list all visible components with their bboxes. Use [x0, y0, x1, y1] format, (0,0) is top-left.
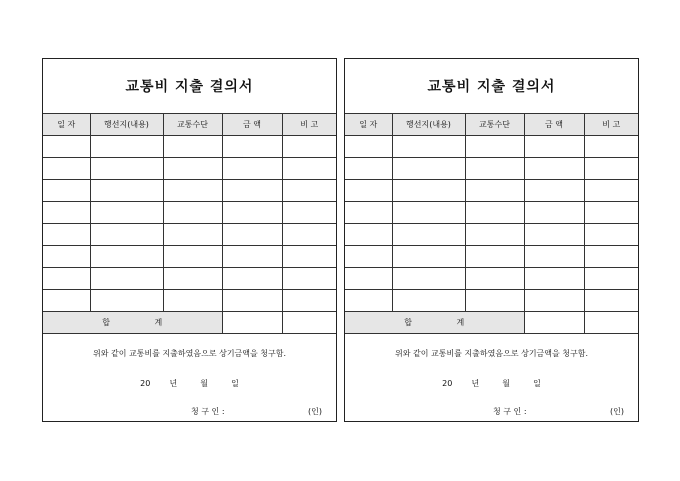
cell-amount[interactable]	[222, 224, 282, 246]
cell-transport[interactable]	[465, 202, 524, 224]
table-row	[345, 202, 638, 224]
total-label: 합 계	[43, 312, 222, 334]
table-row	[43, 180, 336, 202]
date-year-prefix: 20	[442, 379, 453, 388]
cell-remarks[interactable]	[282, 180, 336, 202]
header-transport: 교통수단	[163, 114, 222, 136]
table-row	[345, 224, 638, 246]
form-footer	[345, 339, 638, 421]
total-row	[43, 312, 336, 334]
cell-date[interactable]	[43, 268, 90, 290]
cell-date[interactable]	[43, 290, 90, 312]
cell-destination[interactable]	[90, 202, 163, 224]
date-year-label: 년	[169, 379, 178, 388]
cell-date[interactable]	[43, 158, 90, 180]
cell-remarks[interactable]	[584, 180, 638, 202]
cell-date[interactable]	[345, 180, 392, 202]
cell-remarks[interactable]	[584, 224, 638, 246]
header-amount: 금 액	[222, 114, 282, 136]
cell-transport[interactable]	[465, 136, 524, 158]
cell-date[interactable]	[345, 268, 392, 290]
cell-transport[interactable]	[465, 158, 524, 180]
cell-amount[interactable]	[222, 136, 282, 158]
cell-amount[interactable]	[222, 180, 282, 202]
date-line	[43, 378, 336, 389]
cell-transport[interactable]	[163, 136, 222, 158]
cell-amount[interactable]	[222, 246, 282, 268]
total-remarks[interactable]	[584, 312, 638, 334]
cell-transport[interactable]	[163, 246, 222, 268]
date-day-label: 일	[533, 379, 541, 388]
date-month-label: 월	[200, 379, 208, 388]
cell-remarks[interactable]	[584, 268, 638, 290]
table-row	[43, 136, 336, 158]
cell-transport[interactable]	[163, 224, 222, 246]
table-header-row	[345, 114, 638, 136]
cell-date[interactable]	[43, 180, 90, 202]
cell-remarks[interactable]	[584, 290, 638, 312]
table-row	[345, 136, 638, 158]
cell-destination[interactable]	[90, 158, 163, 180]
cell-date[interactable]	[345, 224, 392, 246]
cell-transport[interactable]	[465, 290, 524, 312]
cell-amount[interactable]	[524, 180, 584, 202]
cell-remarks[interactable]	[282, 158, 336, 180]
expense-table	[43, 113, 336, 334]
total-amount[interactable]	[524, 312, 584, 334]
cell-date[interactable]	[43, 202, 90, 224]
cell-transport[interactable]	[465, 246, 524, 268]
cell-transport[interactable]	[163, 180, 222, 202]
expense-form-left	[42, 58, 337, 422]
cell-amount[interactable]	[524, 202, 584, 224]
table-row	[345, 290, 638, 312]
cell-transport[interactable]	[465, 224, 524, 246]
date-line	[345, 378, 638, 389]
header-date: 일 자	[43, 114, 90, 136]
cell-date[interactable]	[345, 202, 392, 224]
cell-destination[interactable]	[392, 246, 465, 268]
cell-amount[interactable]	[222, 158, 282, 180]
expense-table	[345, 113, 638, 334]
cell-transport[interactable]	[465, 180, 524, 202]
cell-transport[interactable]	[163, 290, 222, 312]
seal-mark: (인)	[610, 407, 624, 416]
cell-destination[interactable]	[392, 158, 465, 180]
cell-remarks[interactable]	[584, 136, 638, 158]
cell-destination[interactable]	[90, 180, 163, 202]
cell-destination[interactable]	[392, 290, 465, 312]
form-title: 교통비 지출 결의서	[43, 59, 336, 114]
cell-date[interactable]	[345, 136, 392, 158]
table-row	[43, 290, 336, 312]
cell-destination[interactable]	[392, 224, 465, 246]
header-destination: 행선지(내용)	[392, 114, 465, 136]
cell-date[interactable]	[43, 224, 90, 246]
header-date: 일 자	[345, 114, 392, 136]
claim-statement: 위와 같이 교통비를 지출하였음으로 상기금액을 청구함.	[93, 349, 286, 358]
header-amount: 금 액	[524, 114, 584, 136]
table-row	[345, 180, 638, 202]
cell-date[interactable]	[43, 136, 90, 158]
header-transport: 교통수단	[465, 114, 524, 136]
total-row	[345, 312, 638, 334]
header-destination: 행선지(내용)	[90, 114, 163, 136]
header-remarks: 비 고	[584, 114, 638, 136]
cell-transport[interactable]	[163, 202, 222, 224]
cell-remarks[interactable]	[282, 268, 336, 290]
cell-date[interactable]	[345, 290, 392, 312]
claimant-label: 청 구 인 :	[191, 407, 225, 416]
cell-remarks[interactable]	[282, 224, 336, 246]
cell-transport[interactable]	[163, 158, 222, 180]
cell-amount[interactable]	[524, 224, 584, 246]
cell-transport[interactable]	[163, 268, 222, 290]
cell-amount[interactable]	[524, 246, 584, 268]
seal-mark: (인)	[308, 407, 322, 416]
table-row	[345, 268, 638, 290]
cell-date[interactable]	[43, 246, 90, 268]
cell-remarks[interactable]	[282, 202, 336, 224]
date-month-label: 월	[502, 379, 510, 388]
cell-amount[interactable]	[524, 136, 584, 158]
cell-amount[interactable]	[524, 290, 584, 312]
cell-date[interactable]	[345, 158, 392, 180]
cell-amount[interactable]	[222, 202, 282, 224]
cell-remarks[interactable]	[584, 202, 638, 224]
date-year-prefix: 20	[140, 379, 151, 388]
cell-amount[interactable]	[524, 158, 584, 180]
table-row	[43, 268, 336, 290]
total-remarks[interactable]	[282, 312, 336, 334]
table-row	[43, 202, 336, 224]
table-row	[43, 224, 336, 246]
table-row	[345, 158, 638, 180]
cell-amount[interactable]	[524, 268, 584, 290]
cell-amount[interactable]	[222, 290, 282, 312]
cell-transport[interactable]	[465, 268, 524, 290]
total-amount[interactable]	[222, 312, 282, 334]
claim-statement: 위와 같이 교통비를 지출하였음으로 상기금액을 청구함.	[395, 349, 588, 358]
table-row	[345, 246, 638, 268]
table-row	[43, 158, 336, 180]
date-day-label: 일	[231, 379, 239, 388]
cell-remarks[interactable]	[584, 158, 638, 180]
cell-destination[interactable]	[392, 202, 465, 224]
header-remarks: 비 고	[282, 114, 336, 136]
cell-destination[interactable]	[392, 180, 465, 202]
total-label: 합 계	[345, 312, 524, 334]
table-row	[43, 246, 336, 268]
cell-destination[interactable]	[90, 246, 163, 268]
cell-date[interactable]	[345, 246, 392, 268]
claimant-label: 청 구 인 :	[493, 407, 527, 416]
cell-destination[interactable]	[90, 224, 163, 246]
cell-destination[interactable]	[90, 290, 163, 312]
expense-form-right	[344, 58, 639, 422]
cell-destination[interactable]	[392, 136, 465, 158]
cell-remarks[interactable]	[584, 246, 638, 268]
table-header-row	[43, 114, 336, 136]
cell-remarks[interactable]	[282, 246, 336, 268]
cell-amount[interactable]	[222, 268, 282, 290]
cell-destination[interactable]	[90, 136, 163, 158]
cell-destination[interactable]	[392, 268, 465, 290]
cell-destination[interactable]	[90, 268, 163, 290]
form-footer	[43, 339, 336, 421]
date-year-label: 년	[471, 379, 480, 388]
cell-remarks[interactable]	[282, 290, 336, 312]
cell-remarks[interactable]	[282, 136, 336, 158]
form-title: 교통비 지출 결의서	[345, 59, 638, 114]
